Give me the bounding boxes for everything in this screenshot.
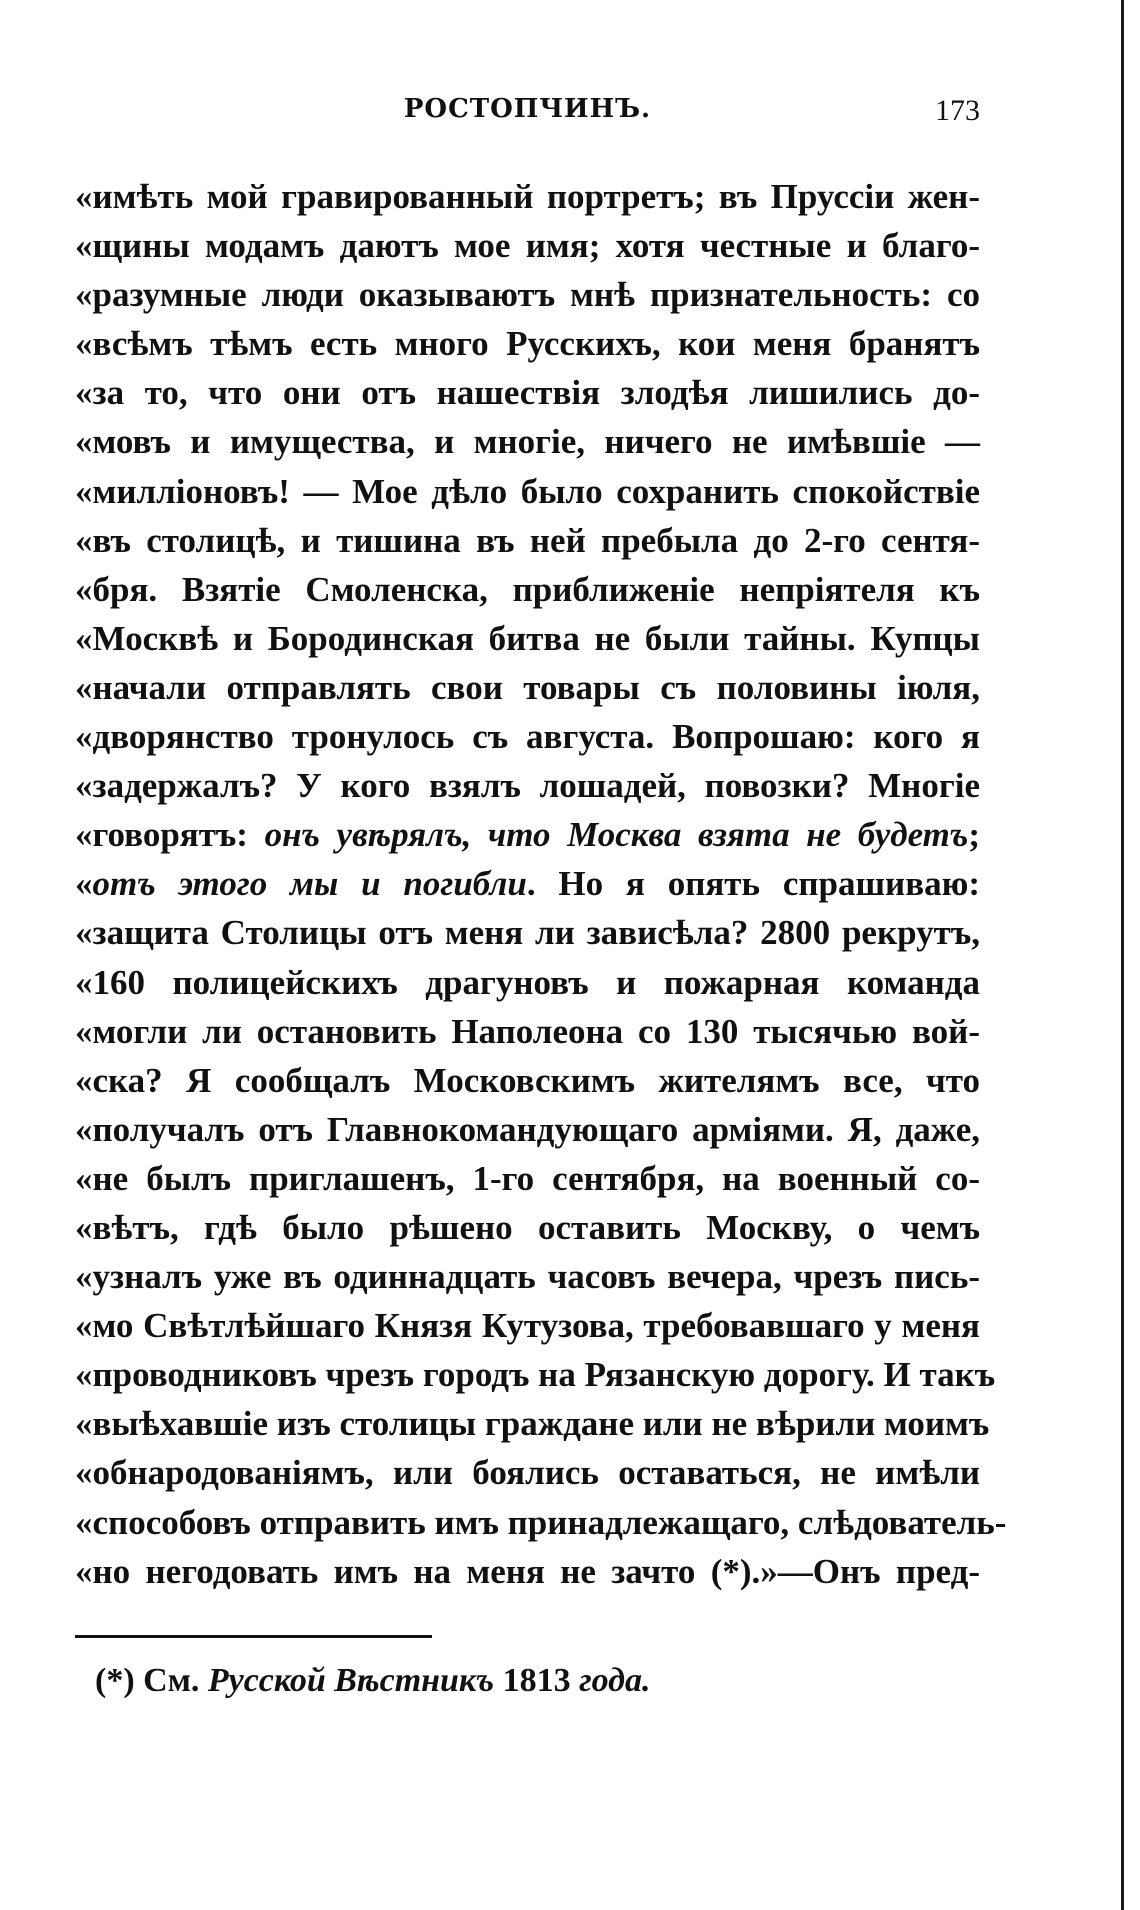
text-line <box>75 614 980 663</box>
text-segment: . Но я опять спрашиваю: <box>526 864 980 904</box>
footnote-rule <box>75 1635 432 1638</box>
text-segment: «могли ли остановить Наполеона со 130 тысячью вой- <box>75 1011 980 1051</box>
text-segment: «милліоновъ! — Мое дѣло было сохранить спокойствіе <box>75 471 980 511</box>
text-segment: ; <box>968 815 980 855</box>
text-line <box>75 368 980 417</box>
text-line <box>75 1105 980 1154</box>
running-title: РОСТОПЧИНЪ. <box>403 94 652 124</box>
text-line <box>75 1203 980 1252</box>
footnote-suffix: года. <box>579 1662 651 1699</box>
text-segment: «дворянство тронулось съ августа. Вопрошаю: кого я <box>75 717 980 757</box>
text-segment: «всѣмъ тѣмъ есть много Русскихъ, кои меня бранятъ <box>75 324 980 364</box>
text-segment: «но негодовать имъ на меня не зачто (*).»—Онъ пред- <box>75 1551 980 1591</box>
footnote-source-title: Русской Вѣстникъ <box>207 1662 495 1699</box>
italic-segment: онъ увѣрялъ, что Москва взята не будетъ <box>264 815 969 855</box>
text-segment: «въ столицѣ, и тишина въ ней пребыла до 2-го сентя- <box>75 520 980 560</box>
text-segment: «не былъ приглашенъ, 1-го сентября, на военный со- <box>75 1158 980 1198</box>
text-line <box>75 663 980 712</box>
text-segment: «говорятъ: <box>75 815 265 855</box>
text-segment: «задержалъ? У кого взялъ лошадей, повозки? Многіе <box>75 766 980 806</box>
text-segment: «проводниковъ чрезъ городъ на Рязанскую дорогу. И такъ <box>75 1355 996 1395</box>
text-line <box>75 908 980 957</box>
text-line <box>75 1007 980 1056</box>
text-line <box>75 1154 980 1203</box>
text-line <box>75 467 980 516</box>
text-line <box>75 270 980 319</box>
text-line <box>75 516 980 565</box>
text-line <box>75 958 980 1007</box>
footnote <box>95 1662 955 1700</box>
text-segment: « <box>75 864 93 904</box>
text-segment: «160 полицейскихъ драгуновъ и пожарная команда <box>75 962 980 1002</box>
text-line <box>75 172 980 221</box>
text-line <box>75 417 980 466</box>
text-line <box>75 1399 990 1448</box>
text-segment: «обнародованіямъ, или боялись оставаться, не имѣли <box>75 1453 980 1493</box>
text-line <box>75 565 980 614</box>
text-line <box>75 1350 996 1399</box>
text-segment: «узналъ уже въ одиннадцать часовъ вечера, чрезъ пись- <box>75 1257 980 1297</box>
text-segment: «начали отправлять свои товары съ половины іюля, <box>75 667 980 707</box>
text-line <box>75 1252 980 1301</box>
text-segment: «вѣтъ, гдѣ было рѣшено оставить Москву, о чемъ <box>75 1207 980 1247</box>
text-segment: «защита Столицы отъ меня ли зависѣла? 2800 рекрутъ, <box>75 913 980 953</box>
body-text <box>75 172 1007 1596</box>
text-segment: «разумные люди оказываютъ мнѣ признательность: со <box>75 275 980 315</box>
text-segment: «Москвѣ и Бородинская битва не были тайны. Купцы <box>75 618 980 658</box>
text-segment: «выѣхавшіе изъ столицы граждане или не вѣрили моимъ <box>75 1404 990 1444</box>
text-line <box>75 1448 980 1497</box>
footnote-year: 1813 <box>494 1662 580 1699</box>
text-line <box>75 1056 980 1105</box>
text-line <box>75 1498 1007 1547</box>
text-line <box>75 761 980 810</box>
text-segment: «способовъ отправить имъ принадлежащаго, слѣдователь- <box>75 1502 1007 1542</box>
text-segment: «бря. Взятіе Смоленска, приближеніе непріятеля къ <box>75 569 980 609</box>
text-line <box>75 1547 980 1596</box>
text-segment: «мовъ и имущества, и многіе, ничего не имѣвшіе — <box>75 422 980 462</box>
text-line <box>75 810 980 859</box>
text-line <box>75 859 980 908</box>
text-line <box>75 221 980 270</box>
text-segment: «ска? Я сообщалъ Московскимъ жителямъ все, что <box>75 1060 980 1100</box>
text-segment: «получалъ отъ Главнокомандующаго арміями. Я, даже, <box>75 1109 980 1149</box>
text-segment: «щины модамъ даютъ мое имя; хотя честные и благо- <box>75 226 980 266</box>
italic-segment: отъ этого мы и погибли <box>92 864 527 904</box>
text-segment: «за то, что они отъ нашествія злодѣя лишились до- <box>75 373 980 413</box>
text-segment: «имѣть мой гравированный портретъ; въ Пруссіи жен- <box>75 177 980 216</box>
text-line <box>75 712 980 761</box>
page-number: 173 <box>935 94 980 127</box>
text-segment: «мо Свѣтлѣйшаго Князя Кутузова, требовавшаго у меня <box>75 1306 980 1346</box>
text-line <box>75 1301 980 1350</box>
page-edge-rule <box>1121 0 1124 1910</box>
text-line <box>75 319 980 368</box>
running-head <box>75 86 980 136</box>
footnote-marker: (*) См. <box>95 1662 208 1699</box>
